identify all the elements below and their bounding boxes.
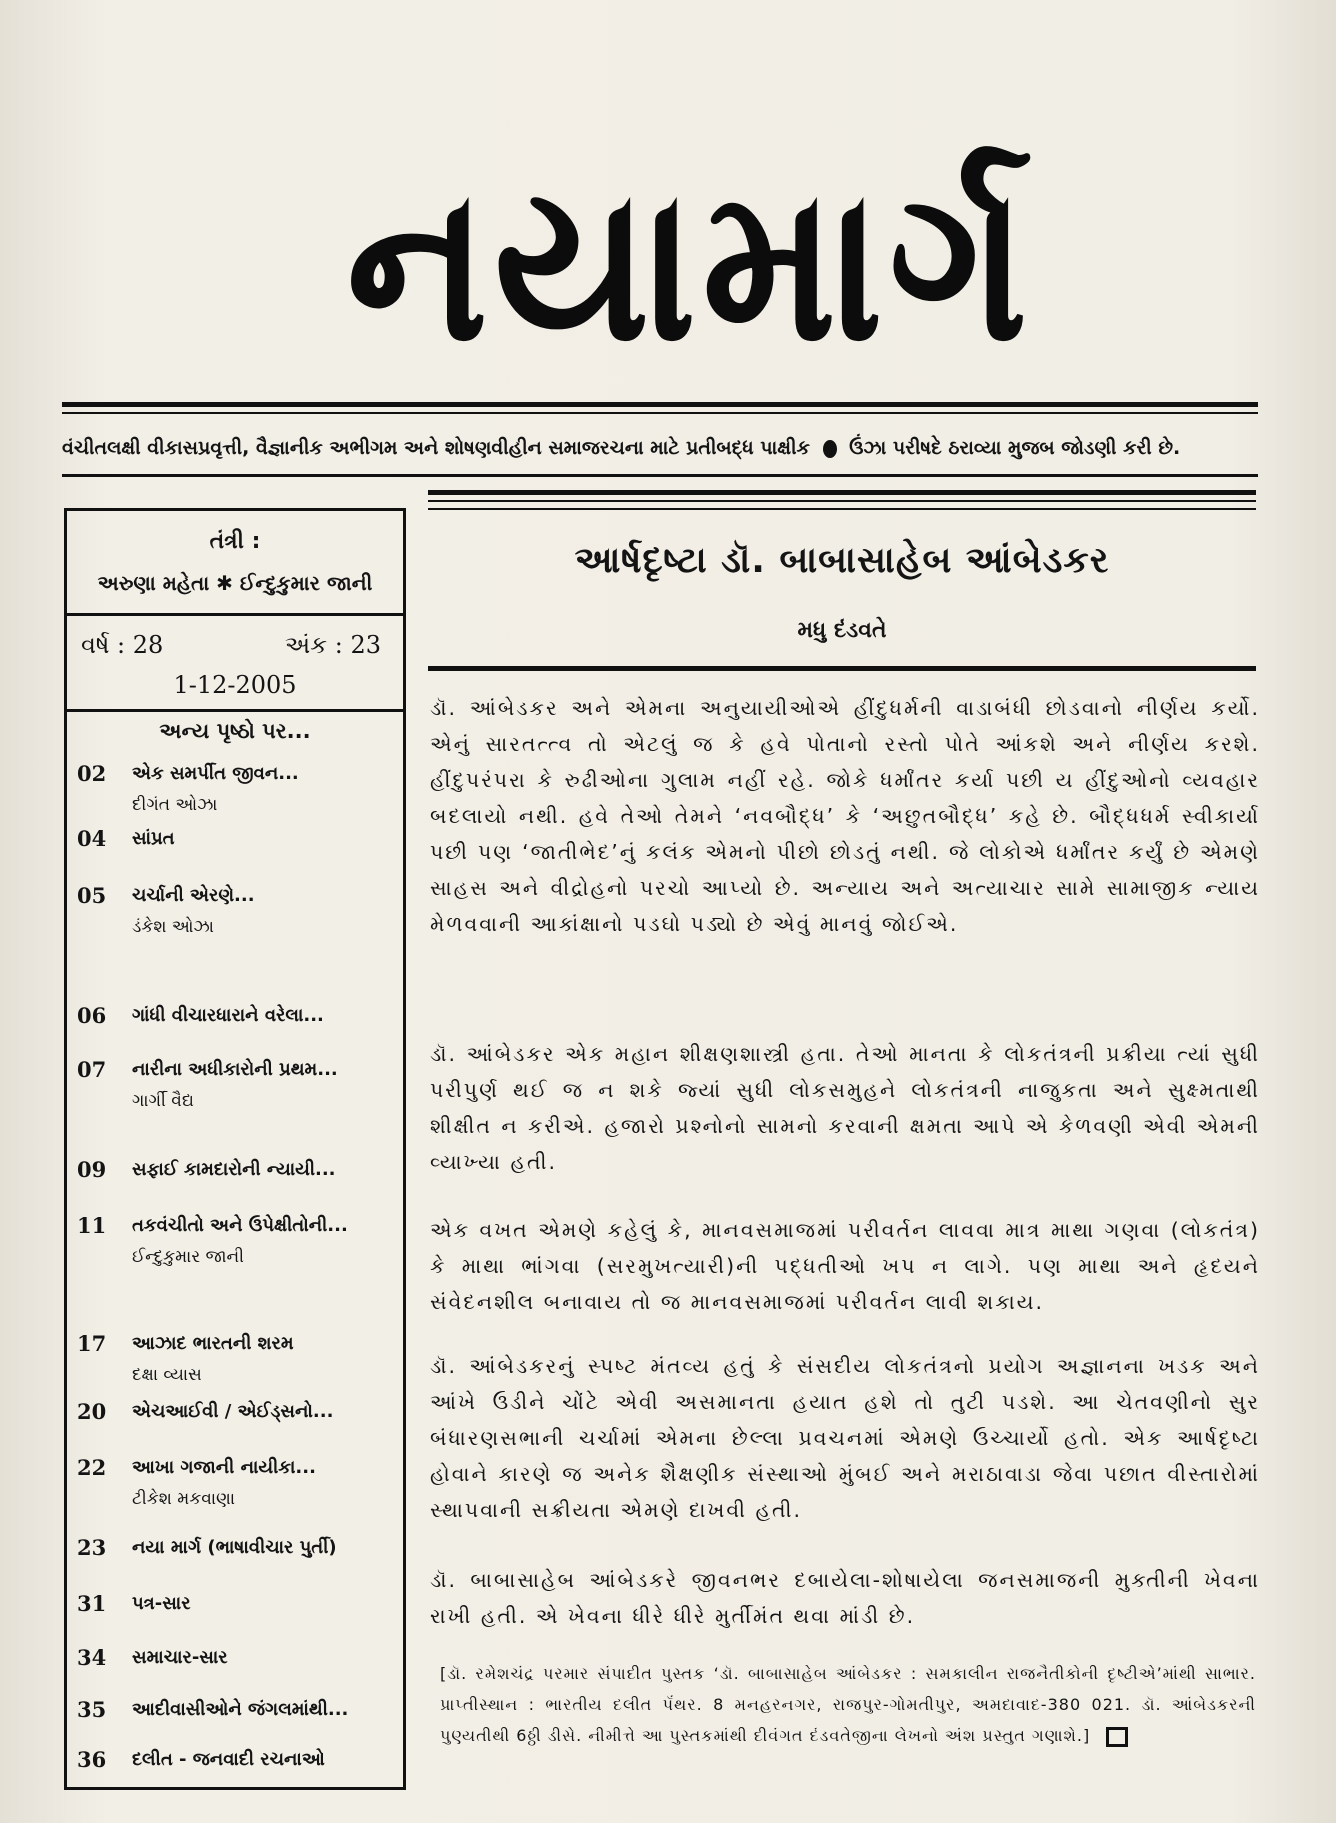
toc-page: 36 [77,1747,107,1772]
toc-page: 04 [77,826,107,851]
article-author: મધુ દંડવતે [797,618,887,643]
article-rule [428,666,1256,671]
toc-page: 09 [77,1157,107,1182]
article-paragraph: ડૉ. આંબેડકર એક મહાન શીક્ષણશાસ્ત્રી હતા. તેઓ માનતા કે લોકતંત્રની પ્રક્રીયા ત્યાં સુધી પરીપુર્ણ થઈ જ ન શકે જ્યાં સુધી લોકસમુહને લોકતંત્રની નાજુકતા અને સુક્ષ્મતાથી શીક્ષીત ન કરીએ. હજારો પ્રશ્નોનો સામનો કરવાની ક્ષમતા આપે એ કેળવણી એવી એમની વ્યાખ્યા હતી. [430,1042,1260,1174]
toc-title: એચઆઈવી / એઈડ્સનો... [132,1401,334,1422]
toc-title: તકવંચીતો અને ઉપેક્ષીતોની... [132,1215,348,1236]
article-paragraph: ડૉ. આંબેડકર અને એમના અનુયાયીઓએ હીંદુધર્મની વાડાબંધી છોડવાનો નીર્ણય કર્યો. એનું સારતત્ત્વ તો એટલું જ કે હવે પોતાનો રસ્તો પોતે આંકશે અને નીર્ણય કરશે. હીંદુપરંપરા કે રુઢીઓના ગુલામ નહીં રહે. જોકે ધર્માંતર કર્યા પછી ય હીંદુઓનો વ્યવહાર બદલાયો નથી. હવે તેઓ તેમને ‘નવબૌદ્ધ’ કે ‘અછુતબૌદ્ધ’ કહે છે. બૌદ્ધધર્મ સ્વીકાર્યા પછી પણ ‘જાતીભેદ’નું કલંક એમનો પીછો છોડતું નથી. જે લોકોએ ધર્માંતર કર્યું છે એમણે સાહસ અને વીદ્રોહનો પરચો આપ્યો છે. અન્યાય અને અત્યાચાર સામે સામાજીક ન્યાય મેળવવાની આકાંક્ષાનો પડઘો પડ્યો છે એવું માનવું જોઈએ. [430,696,1260,936]
masthead-rule-thin [62,412,1258,414]
toc-title: પત્ર-સાર [132,1593,191,1614]
article-paragraph: એક વખત એમણે કહેલું કે, માનવસમાજમાં પરીવર્તન લાવવા માત્ર માથા ગણવા (લોકતંત્ર) કે માથા ભાંગવા (સરમુખત્યારી)ની પદ્ધતીઓ ખપ ન લાગે. પણ માથા અને હૃદયને સંવેદનશીલ બનાવાય તો જ માનવસમાજમાં પરીવર્તન લાવી શકાય. [430,1218,1260,1314]
tagline [62,428,1262,468]
toc-title: આખા ગજાની નાયીકા... [132,1457,316,1478]
issue-date: 1-12-2005 [173,671,297,699]
toc-title: સમાચાર-સાર [132,1647,228,1668]
article-paragraph: ડૉ. બાબાસાહેબ આંબેડકરે જીવનભર દબાયેલા-શોષાયેલા જનસમાજની મુક્તીની ખેવના રાખી હતી. એ ખેવના ધીરે ધીરે મુર્તીમંત થવા માંડી છે. [430,1568,1260,1628]
toc-page: 05 [77,883,107,908]
issue-year: વર્ષ : 28 [81,631,164,659]
toc-page: 35 [77,1697,107,1722]
toc-page: 23 [77,1535,107,1560]
toc-title: ગાંધી વીચારધારાને વરેલા... [132,1005,324,1026]
tagline-left: વંચીતલક્ષી વીકાસપ્રવૃત્તી, વૈજ્ઞાનીક અભીગમ અને શોષણવીહીન સમાજરચના માટે પ્રતીબદ્ધ પાક્ષીક [62,437,810,459]
toc-page: 17 [77,1331,107,1356]
end-mark-icon [1106,1727,1128,1747]
toc-author: ઈન્દુકુમાર જાની [132,1247,245,1267]
article-rule [428,500,1256,502]
toc-title: આઝાદ ભારતની શરમ [132,1333,294,1354]
toc-page: 07 [77,1057,107,1082]
toc-page: 22 [77,1455,107,1480]
article-paragraph: ડૉ. આંબેડકરનું સ્પષ્ટ મંતવ્ય હતું કે સંસદીય લોકતંત્રનો પ્રયોગ અજ્ઞાનના ખડક અને આંખે ઉડીને ચોંટે એવી અસમાનતા હયાત હશે તો તુટી પડશે. આ ચેતવણીનો સુર બંધારણસભાની ચર્ચામાં એમના છેલ્લા પ્રવચનમાં એમણે ઉચ્ચાર્યો હતો. એક આર્ષદૃષ્ટા હોવાને કારણે જ અનેક શૈક્ષણીક સંસ્થાઓ મુંબઈ અને મરાઠાવાડા જેવા પછાત વીસ્તારોમાં સ્થાપવાની સક્રીયતા એમણે દાખવી હતી. [430,1354,1260,1522]
sidebar-divider [67,709,403,712]
editor-label: તંત્રી : [209,529,261,554]
masthead-rule [62,402,1258,407]
toc-title: સફાઈ કામદારોની ન્યાયી... [132,1159,336,1180]
toc-page: 02 [77,761,107,786]
toc-author: દક્ષા વ્યાસ [132,1365,202,1385]
toc-title: નયા માર્ગ (ભાષાવીચાર પુર્તી) [132,1537,337,1558]
article-reference [440,1658,1256,1751]
toc-page: 34 [77,1645,107,1670]
toc-author: ટીકેશ મકવાણા [132,1489,236,1509]
article-title: આર્ષદૃષ્ટા ડૉ. બાબાસાહેબ આંબેડકર [574,540,1110,581]
other-pages-heading: અન્ય પૃષ્ઠો પર... [159,719,311,743]
reference-text: [ડૉ. રમેશચંદ્ર પરમાર સંપાદીત પુસ્તક ‘ડૉ. બાબાસાહેબ આંબેડકર : સમકાલીન રાજનૈતીકોની દૃષ્ટીએ’માંથી સાભાર. પ્રાપ્તીસ્થાન : ભારતીય દલીત પૅંથર. 8 મનહરનગર, રાજપુર-ગોમતીપુર, અમદાવાદ-380 021. ડૉ. આંબેડકરની પુણ્યતીથી 6ઠ્ઠી ડીસે. નીમીત્તે આ પુસ્તકમાંથી દીવંગત દંડવતેજીના લેખનો અંશ પ્રસ્તુત ગણાશે.] [440,1664,1256,1745]
sidebar-divider [67,613,403,616]
toc-title: દલીત - જનવાદી રચનાઓ [132,1749,325,1770]
sidebar-box [64,508,406,1790]
toc-author: ડંકેશ ઓઝા [132,917,214,937]
article-rule [428,490,1256,495]
toc-page: 11 [77,1213,107,1238]
toc-title: સાંપ્રત [132,828,175,849]
issue-number: અંક : 23 [284,631,381,659]
toc-title: એક સમર્પીત જીવન... [132,763,299,784]
toc-title: નારીના અધીકારોની પ્રથમ... [132,1059,338,1080]
toc-author: દીગંત ઓઝા [132,795,218,815]
toc-page: 06 [77,1003,107,1028]
toc-author: ગાર્ગી વૈદ્ય [132,1091,194,1111]
tagline-right: ઉંઝા પરીષદે ઠરાવ્યા મુજબ જોડણી કરી છે. [849,437,1181,459]
editor-names: અરુણા મહેતા ✱ ઈન્દુકુમાર જાની [97,571,373,595]
toc-page: 20 [77,1399,107,1424]
masthead-title: નયામાર્ગ [346,140,1034,389]
toc-page: 31 [77,1591,107,1616]
bullet-icon [823,440,837,458]
issue-info [81,631,391,659]
article-rule [428,508,1256,510]
tagline-rule [62,474,1258,477]
toc-title: ચર્ચાની એરણે... [132,885,255,906]
toc-title: આદીવાસીઓને જંગલમાંથી... [132,1699,349,1720]
